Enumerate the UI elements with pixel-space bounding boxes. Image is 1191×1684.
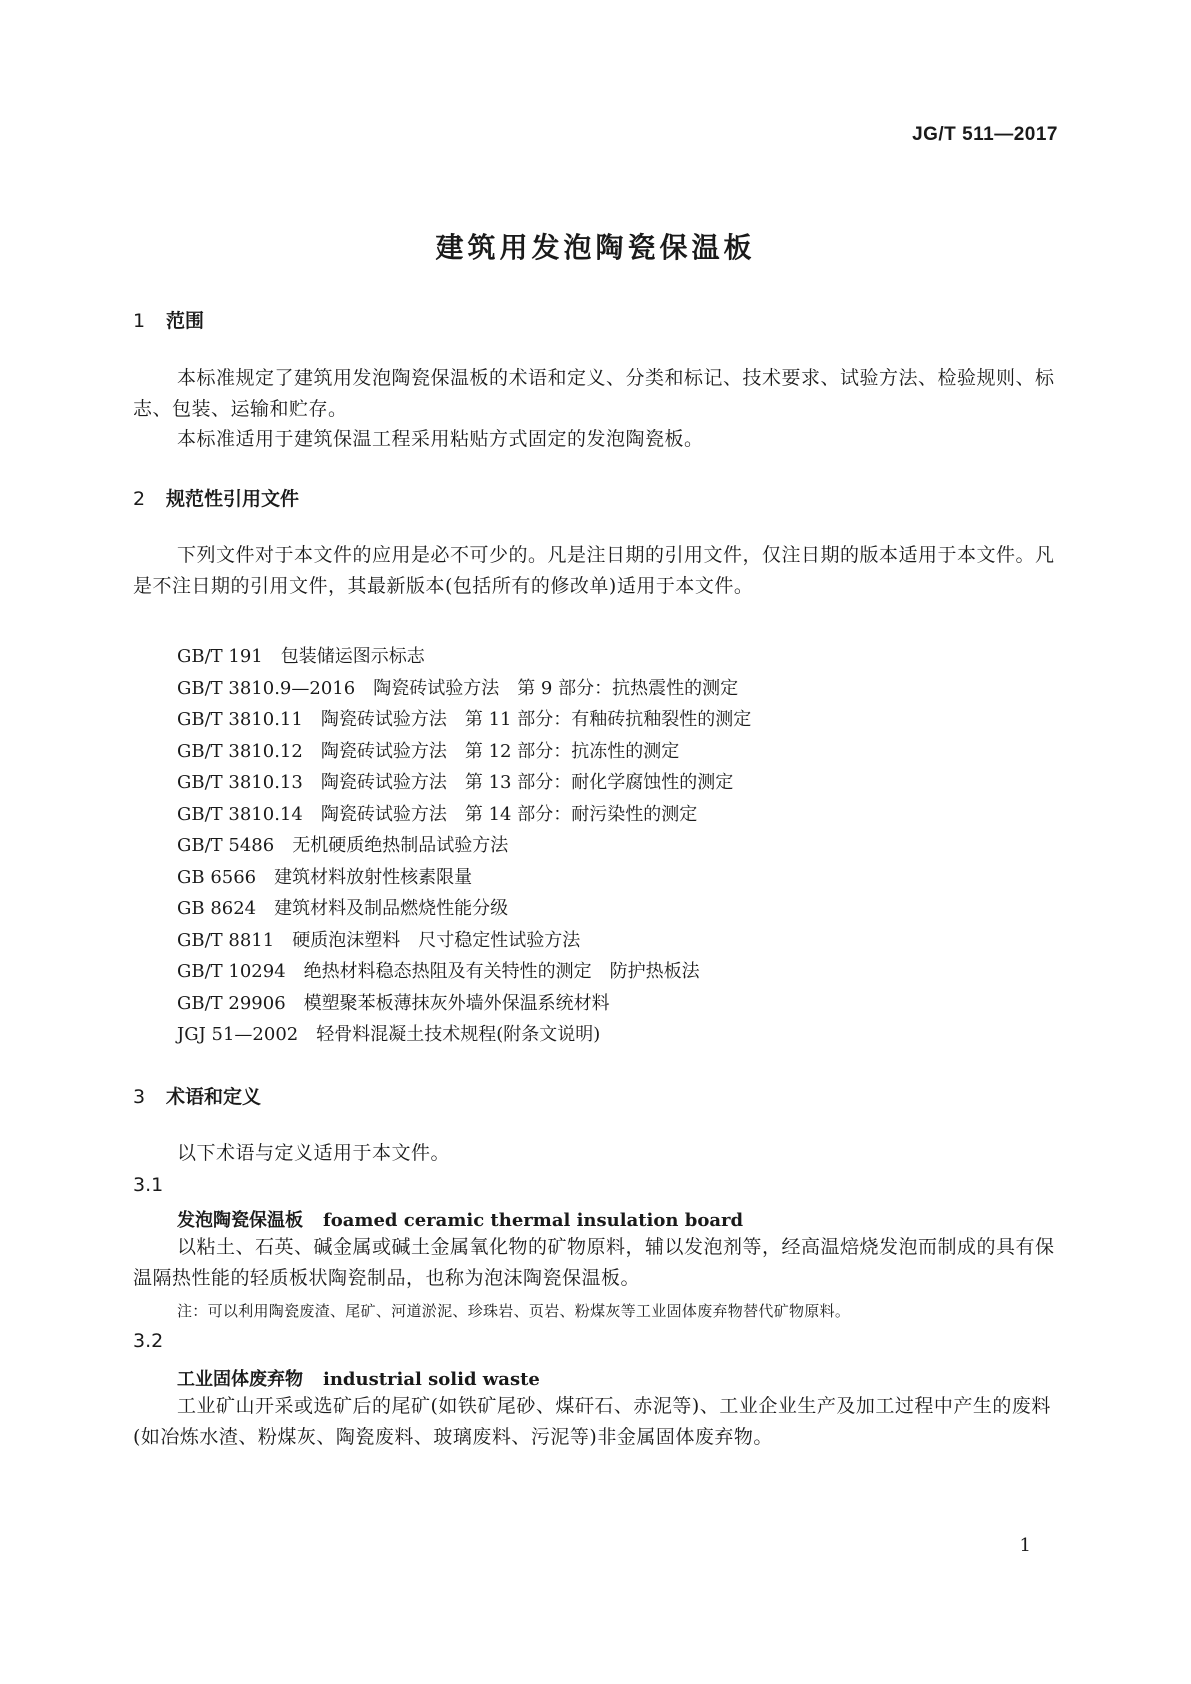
reference-item (177, 862, 751, 894)
reference-title: 陶瓷砖试验方法 第 9 部分：抗热震性的测定 (373, 677, 739, 699)
section-1-paragraph-1: 本标准规定了建筑用发泡陶瓷保温板的术语和定义、分类和标记、技术要求、试验方法、检验规则、标志、包装、运输和贮存。 (133, 367, 1055, 420)
term-3-1-note: 注：可以利用陶瓷废渣、尾矿、河道淤泥、珍珠岩、页岩、粉煤灰等工业固体废弃物替代矿物原料。 (177, 1302, 851, 1320)
reference-title: 陶瓷砖试验方法 第 14 部分：耐污染性的测定 (320, 803, 698, 825)
section-1-number: 1 (133, 310, 146, 332)
reference-code: GB/T 3810.11 (177, 709, 303, 730)
section-3-title: 术语和定义 (166, 1086, 262, 1108)
reference-item (177, 925, 751, 957)
reference-item (177, 830, 751, 862)
page-number: 1 (1019, 1535, 1031, 1556)
term-3-1-number: 3.1 (133, 1174, 164, 1196)
reference-code: GB/T 8811 (177, 929, 275, 951)
section-2-intro: 下列文件对于本文件的应用是必不可少的。凡是注日期的引用文件，仅注日期的版本适用于本文件。凡是不注日期的引用文件，其最新版本(包括所有的修改单)适用于本文件。 (133, 544, 1055, 597)
section-1-paragraph-2: 本标准适用于建筑保温工程采用粘贴方式固定的发泡陶瓷板。 (177, 428, 704, 450)
document-title: 建筑用发泡陶瓷保温板 (435, 231, 756, 264)
reference-code: GB/T 191 (177, 646, 263, 667)
reference-code: GB/T 5486 (177, 835, 275, 856)
term-3-2-heading (177, 1365, 540, 1391)
section-2-number: 2 (133, 488, 146, 510)
reference-title: 陶瓷砖试验方法 第 12 部分：抗冻性的测定 (320, 740, 680, 762)
reference-code: GB 8624 (177, 898, 257, 919)
reference-title: 陶瓷砖试验方法 第 13 部分：耐化学腐蚀性的测定 (320, 772, 734, 793)
reference-title: 无机硬质绝热制品试验方法 (292, 835, 509, 856)
reference-item (177, 736, 751, 768)
term-3-2-english: industrial solid waste (323, 1369, 540, 1390)
section-3-number: 3 (133, 1086, 146, 1108)
reference-code: GB/T 29906 (177, 992, 286, 1014)
reference-code: GB/T 3810.13 (177, 772, 303, 793)
reference-title: 包装储运图示标志 (280, 646, 425, 667)
standard-code: JG/T 511—2017 (912, 124, 1058, 145)
reference-item (177, 641, 751, 673)
reference-title: 模塑聚苯板薄抹灰外墙外保温系统材料 (303, 992, 610, 1014)
reference-item (177, 893, 751, 925)
section-2-title: 规范性引用文件 (166, 488, 300, 510)
reference-code: GB 6566 (177, 866, 257, 888)
section-3-heading (133, 1082, 261, 1109)
term-3-1-chinese: 发泡陶瓷保温板 (177, 1210, 303, 1231)
reference-item (177, 673, 751, 705)
term-3-2-number: 3.2 (133, 1330, 164, 1352)
reference-code: GB/T 3810.9—2016 (177, 677, 356, 699)
reference-item (177, 704, 751, 736)
reference-code: GB/T 10294 (177, 961, 286, 982)
reference-item (177, 767, 751, 799)
section-1-heading (133, 306, 204, 333)
reference-item (177, 1019, 751, 1051)
reference-title: 陶瓷砖试验方法 第 11 部分：有釉砖抗釉裂性的测定 (320, 709, 752, 730)
reference-title: 建筑材料放射性核素限量 (274, 866, 473, 888)
section-2-heading (133, 484, 299, 511)
term-3-1-english: foamed ceramic thermal insulation board (323, 1210, 744, 1231)
reference-title: 轻骨料混凝土技术规程(附条文说明) (316, 1024, 601, 1045)
reference-item (177, 988, 751, 1020)
term-3-2-definition: 工业矿山开采或选矿后的尾矿(如铁矿尾砂、煤矸石、赤泥等)、工业企业生产及加工过程中产生的废料(如冶炼水渣、粉煤灰、陶瓷废料、玻璃废料、污泥等)非金属固体废弃物。 (133, 1395, 1051, 1448)
section-1-title: 范围 (166, 310, 205, 332)
reference-title: 硬质泡沫塑料 尺寸稳定性试验方法 (292, 929, 581, 951)
term-3-2-chinese: 工业固体废弃物 (177, 1369, 303, 1390)
normative-reference-list (177, 641, 751, 1051)
reference-item (177, 799, 751, 831)
reference-title: 绝热材料稳态热阻及有关特性的测定 防护热板法 (303, 961, 700, 982)
reference-code: GB/T 3810.12 (177, 740, 303, 762)
reference-code: JGJ 51—2002 (177, 1024, 299, 1045)
reference-title: 建筑材料及制品燃烧性能分级 (274, 898, 509, 919)
reference-item (177, 956, 751, 988)
section-3-intro: 以下术语与定义适用于本文件。 (177, 1142, 451, 1164)
term-3-1-heading (177, 1206, 743, 1232)
reference-code: GB/T 3810.14 (177, 803, 303, 825)
term-3-1-definition: 以粘土、石英、碱金属或碱土金属氧化物的矿物原料，辅以发泡剂等，经高温焙烧发泡而制成的具有保温隔热性能的轻质板状陶瓷制品，也称为泡沫陶瓷保温板。 (133, 1236, 1055, 1289)
